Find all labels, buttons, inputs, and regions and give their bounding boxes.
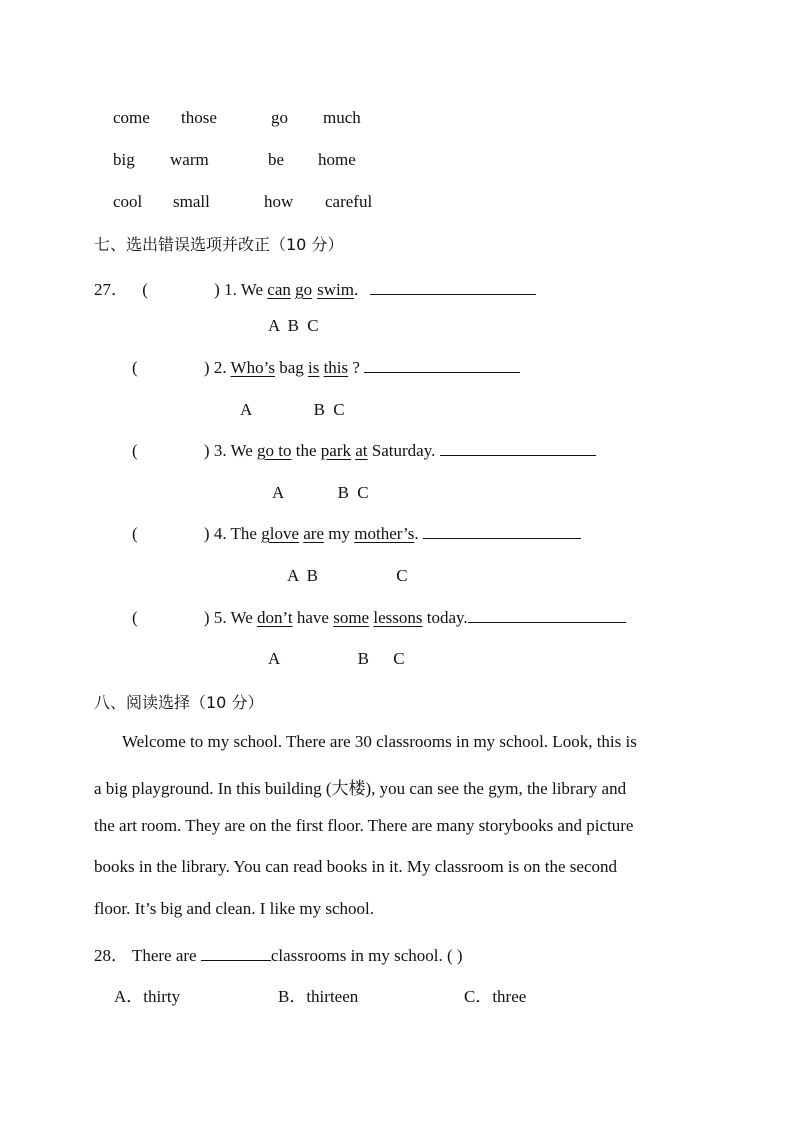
word: We [230, 608, 253, 627]
passage-line: Welcome to my school. There are 30 classrooms in my school. Look, this is [122, 732, 637, 751]
word: my [328, 524, 351, 543]
abc-labels-4: A B C [287, 566, 408, 585]
word: small [173, 192, 210, 211]
correction-blank[interactable] [364, 358, 520, 373]
abc-labels-3: A B C [272, 483, 369, 502]
word: warm [170, 150, 209, 169]
question-27-item-3 [132, 441, 596, 461]
answer-paren-open: ( [132, 441, 138, 460]
answer-paren-close: ) 4. [203, 524, 227, 543]
option-c-word: at [355, 441, 368, 460]
correction-blank[interactable] [423, 524, 581, 539]
correction-blank[interactable] [370, 280, 536, 295]
word: We [240, 280, 264, 299]
option-b-word: is [307, 358, 320, 377]
word: big [113, 150, 135, 169]
punct: . [353, 280, 359, 299]
passage-line: floor. It’s big and clean. I like my school. [94, 899, 374, 918]
correction-blank[interactable] [440, 441, 596, 456]
question-text-after: classrooms in my school. ( ) [270, 946, 463, 965]
word: have [296, 608, 329, 627]
punct: . [414, 524, 419, 543]
word: cool [113, 192, 143, 211]
q28-option-a[interactable]: A．thirty [114, 987, 181, 1006]
answer-paren-close: ) 5. [203, 608, 227, 627]
question-number: 28． [94, 946, 128, 965]
passage-line: the art room. They are on the first floor. There are many storybooks and picture [94, 816, 634, 835]
word: the [295, 441, 317, 460]
punct: ? [352, 358, 360, 377]
option-c-word: mother’s [354, 524, 415, 543]
word: those [181, 108, 217, 127]
word: The [230, 524, 257, 543]
option-c-word: swim [317, 280, 354, 299]
option-b-word: are [303, 524, 325, 543]
word: how [264, 192, 294, 211]
answer-paren-close: ) 3. [203, 441, 227, 460]
answer-paren-open: ( [132, 608, 138, 627]
option-a-word: glove [261, 524, 300, 543]
answer-paren-open: ( [132, 358, 138, 377]
abc-labels-1: A B C [268, 316, 319, 335]
answer-paren-close: ) 2. [203, 358, 227, 377]
question-28 [94, 941, 463, 966]
passage-line: books in the library. You can read books in it. My classroom is on the second [94, 857, 617, 876]
option-b-word: go [295, 280, 313, 299]
word: today. [426, 608, 468, 627]
option-a-word: go to [257, 441, 292, 460]
q28-option-b[interactable]: B．thirteen [278, 987, 359, 1006]
correction-blank[interactable] [468, 608, 626, 623]
word: go [271, 108, 288, 127]
question-27-item-1 [94, 275, 536, 300]
word: careful [325, 192, 373, 211]
abc-labels-2: A B C [240, 400, 345, 419]
q28-option-c[interactable]: C．three [464, 987, 527, 1006]
option-c-word: lessons [373, 608, 423, 627]
option-a-word: Who’s [230, 358, 275, 377]
word: be [268, 150, 285, 169]
word: bag [279, 358, 304, 377]
word: home [318, 150, 356, 169]
question-text-before: There are [131, 946, 197, 965]
option-b-word: some [333, 608, 370, 627]
answer-paren-open: ( [142, 280, 148, 299]
word: much [323, 108, 361, 127]
word: come [113, 108, 150, 127]
question-27-item-5 [132, 608, 626, 628]
option-c-word: this [323, 358, 349, 377]
section-7-title: 七、选出错误选项并改正（10 分） [94, 235, 344, 254]
passage-line: a big playground. In this building (大楼), you can see the gym, the library and [94, 779, 627, 798]
question-27-item-2 [132, 358, 520, 378]
word: Saturday. [371, 441, 436, 460]
option-b-word: park [320, 441, 352, 460]
answer-paren-open: ( [132, 524, 138, 543]
question-number: 27． [94, 280, 128, 299]
section-8-title: 八、阅读选择（10 分） [94, 693, 264, 712]
option-a-word: can [267, 280, 291, 299]
answer-paren-close: ) 1. [214, 280, 237, 299]
option-a-word: don’t [257, 608, 293, 627]
abc-labels-5: A B C [268, 649, 405, 668]
question-27-item-4 [132, 524, 581, 544]
answer-blank[interactable] [201, 946, 271, 961]
word: We [230, 441, 253, 460]
